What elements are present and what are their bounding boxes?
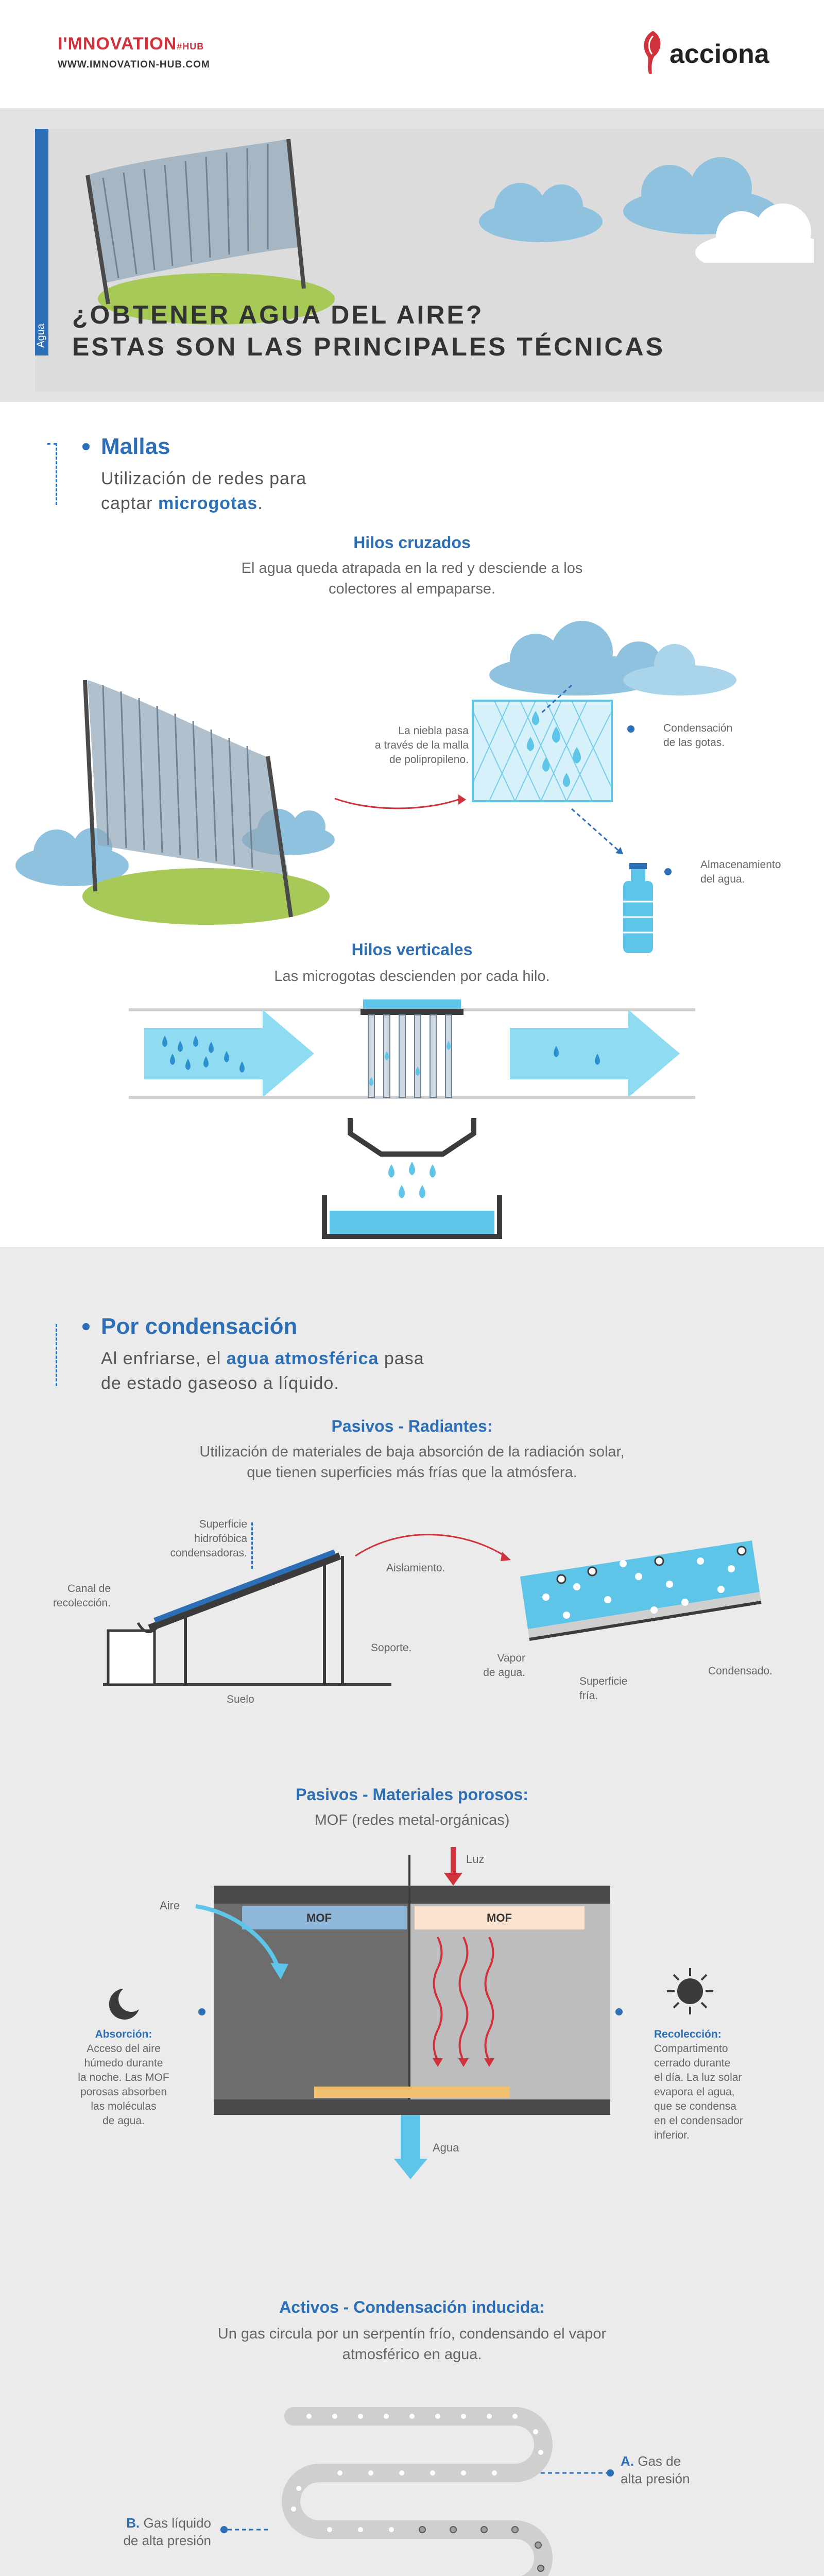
imnovation-logo[interactable] bbox=[58, 34, 204, 54]
suelo-note: Suelo bbox=[227, 1693, 254, 1705]
hero-title-line1: ¿OBTENER AGUA DEL AIRE? bbox=[72, 300, 484, 329]
soporte-note: Soporte. bbox=[371, 1642, 412, 1654]
hero-clouds bbox=[453, 149, 814, 263]
mallas-body: Utilización de redes para captar microgotas. bbox=[101, 469, 307, 513]
condensacion-section bbox=[0, 1247, 824, 2576]
niebla-note: La niebla pasa a través de la malla de polipropileno. bbox=[374, 725, 469, 766]
top-header bbox=[0, 0, 824, 108]
hilos-verticales-illustration bbox=[0, 999, 824, 1242]
condensacion-title: Por condensación bbox=[101, 1314, 298, 1339]
hero-tag: Agua bbox=[35, 324, 47, 348]
mof-left-label: MOF bbox=[306, 1911, 332, 1924]
canal-recoleccion-note: Canal de recolección. bbox=[53, 1583, 111, 1609]
section-dot bbox=[82, 443, 90, 450]
imnovation-logo-hub: #HUB bbox=[177, 41, 204, 52]
hilos-cruzados-illustration bbox=[0, 608, 824, 989]
porosos-body: MOF (redes metal-orgánicas) bbox=[314, 1812, 510, 1828]
inducida-title: Activos - Condensación inducida: bbox=[279, 2298, 545, 2316]
radiantes-body: Utilización de materiales de baja absorción de la radiación solar, que tienen superficies más frías que la atmósfera. bbox=[199, 1444, 625, 1481]
porosos-title: Pasivos - Materiales porosos: bbox=[296, 1785, 528, 1804]
hilos-cruzados-title: Hilos cruzados bbox=[353, 533, 471, 552]
mallas-title: Mallas bbox=[101, 434, 170, 459]
radiantes-illustration bbox=[0, 1494, 824, 1726]
almacenamiento-note: Almacenamiento del agua. bbox=[700, 859, 781, 885]
mallas-section bbox=[0, 402, 824, 1247]
imnovation-logo-text: I'MNOVATION bbox=[58, 34, 177, 54]
hero-title-line2: ESTAS SON LAS PRINCIPALES TÉCNICAS bbox=[72, 332, 665, 361]
superficie-fria-note: Superficie fría. bbox=[579, 1675, 628, 1702]
aire-label: Aire bbox=[160, 1899, 180, 1912]
hero-net-illustration bbox=[72, 129, 360, 325]
hilos-cruzados-body: El agua queda atrapada en la red y desciende a los colectores al empaparse. bbox=[241, 560, 583, 597]
luz-label: Luz bbox=[466, 1853, 485, 1866]
inducida-body: Un gas circula por un serpentín frío, condensando el vapor atmosférico en agua. bbox=[217, 2326, 607, 2363]
condensacion-gotas-note: Condensación de las gotas. bbox=[663, 722, 733, 749]
superficie-hidrofobica-note: Superficie hidrofóbica condensadoras. bbox=[170, 1518, 247, 1559]
aislamiento-note: Aislamiento. bbox=[386, 1562, 445, 1574]
condensacion-body: Al enfriarse, el agua atmosférica pasa de estado gaseoso a líquido. bbox=[101, 1349, 424, 1393]
vapor-note: Vapor de agua. bbox=[483, 1652, 525, 1679]
absorcion-note: Absorción: Acceso del aire húmedo durante la noche. Las MOF porosas absorben las moléculas de agua. bbox=[78, 2028, 169, 2127]
hilos-verticales-title: Hilos verticales bbox=[351, 940, 473, 959]
gas-alta-presion-label: A. Gas de alta presión bbox=[621, 2453, 690, 2486]
hero-title bbox=[72, 299, 665, 363]
agua-label: Agua bbox=[433, 2141, 459, 2154]
gas-liquido-label: B. Gas líquido de alta presión bbox=[123, 2515, 211, 2548]
hero-section bbox=[0, 108, 824, 402]
acciona-logo[interactable] bbox=[638, 28, 782, 77]
condensado-note: Condensado. bbox=[708, 1665, 772, 1677]
acciona-logo-text: acciona bbox=[670, 39, 769, 69]
acciona-leaf-icon bbox=[638, 28, 668, 75]
radiantes-title: Pasivos - Radiantes: bbox=[331, 1417, 493, 1435]
mof-right-label: MOF bbox=[487, 1911, 512, 1924]
hilos-verticales-body: Las microgotas descienden por cada hilo. bbox=[274, 968, 550, 985]
recoleccion-note: Recolección: Compartimento cerrado durante el día. La luz solar evapora el agua, que se condensa en el condensador inferior. bbox=[654, 2028, 743, 2141]
header-site-url[interactable]: WWW.IMNOVATION-HUB.COM bbox=[58, 59, 210, 70]
